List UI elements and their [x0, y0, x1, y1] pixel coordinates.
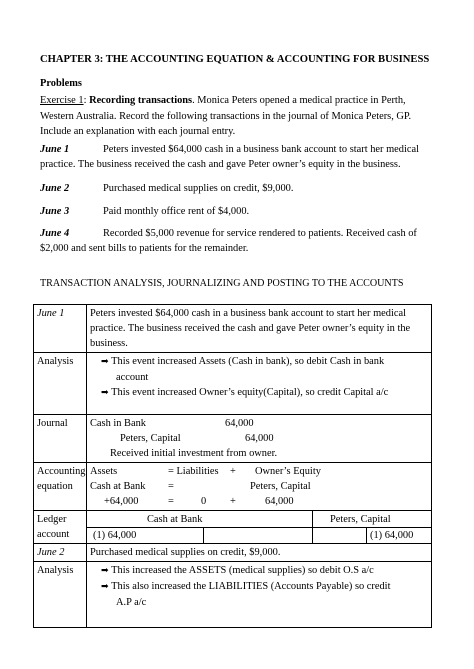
row-label: Journal: [34, 415, 87, 463]
analysis-text: This also increased the LIABILITIES (Accounts Payable) so credit: [111, 581, 391, 592]
row-text: Purchased medical supplies on credit, $9,000.: [87, 544, 432, 562]
transaction-text: $2,000 and sent bills to patients for the remainder.: [40, 243, 249, 254]
analysis-text: This increased the ASSETS (medical supplies) so debit O.S a/c: [111, 565, 374, 576]
row-label-line: account: [37, 529, 70, 540]
exercise-title: Recording transactions: [89, 95, 193, 106]
eq-value-assets: +64,000: [104, 496, 139, 507]
journal-debit-account: Cash in Bank: [90, 418, 146, 429]
row-label-line: Accounting: [37, 466, 86, 477]
ledger-cash-entry: (1) 64,000: [93, 530, 137, 541]
ledger-capital-entry: (1) 64,000: [370, 530, 414, 541]
arrow-icon: ➡: [101, 566, 109, 576]
eq-liabilities: = Liabilities: [168, 466, 219, 477]
eq-owners-equity: Owner’s Equity: [255, 466, 321, 477]
analysis-cell: [87, 562, 432, 628]
analysis-text: account: [116, 372, 149, 383]
transaction-date: June 2: [40, 183, 70, 194]
row-label-line: equation: [37, 481, 73, 492]
row-label: [34, 511, 87, 544]
row-date: June 2: [34, 544, 87, 562]
row-date: June 1: [34, 305, 87, 353]
analysis-item: [101, 579, 428, 595]
analysis-item: [101, 563, 428, 579]
eq-peters-capital: Peters, Capital: [250, 481, 311, 492]
exercise-line1: . Monica Peters opened a medical practice in Perth,: [192, 95, 406, 106]
eq-value-liabilities: 0: [201, 496, 207, 507]
transaction-date: June 3: [40, 206, 70, 217]
table-row: [34, 463, 432, 511]
ledger-cell: [87, 511, 432, 544]
journal-cell: [87, 415, 432, 463]
eq-cash-at-bank: Cash at Bank: [90, 481, 146, 492]
section-title: TRANSACTION ANALYSIS, JOURNALIZING AND POSTING TO THE ACCOUNTS: [40, 278, 404, 289]
table-row: [34, 353, 432, 415]
eq-plus: +: [230, 466, 236, 477]
analysis-item: [101, 385, 428, 401]
journal-credit-amount: 64,000: [245, 433, 274, 444]
transaction-text: Paid monthly office rent of $4,000.: [103, 206, 250, 217]
analysis-cell: [87, 353, 432, 415]
analysis-text: This event increased Owner’s equity(Capital), so credit Capital a/c: [111, 387, 389, 398]
arrow-icon: ➡: [101, 388, 109, 398]
row-text: Peters invested $64,000 cash in a business bank account to start her medical practice. The business received the cash and gave Peter owner’s equity in the business.: [87, 305, 432, 353]
eq-assets: Assets: [90, 466, 118, 477]
ledger-cash-title: Cash at Bank: [147, 514, 203, 525]
transaction-table: [33, 304, 432, 628]
transaction-date: June 1: [40, 144, 70, 155]
exercise-label: Exercise 1: [40, 95, 84, 106]
row-label: Analysis: [34, 353, 87, 415]
exercise-paragraph: [40, 93, 432, 140]
chapter-heading: CHAPTER 3: THE ACCOUNTING EQUATION & ACCOUNTING FOR BUSINESS: [40, 54, 430, 65]
exercise-line3: Include an explanation with each journal entry.: [40, 126, 236, 137]
analysis-text: This event increased Assets (Cash in bank), so debit Cash in bank: [111, 356, 385, 367]
ledger-capital-title: Peters, Capital: [330, 514, 391, 525]
table-row: [34, 511, 432, 544]
table-row: [34, 562, 432, 628]
journal-debit-amount: 64,000: [225, 418, 254, 429]
exercise-colon: :: [83, 95, 87, 106]
analysis-item: [101, 354, 428, 370]
transaction-text: Recorded $5,000 revenue for service rendered to patients. Received cash of: [103, 228, 417, 239]
arrow-icon: ➡: [101, 582, 109, 592]
transaction-text: Peters invested $64,000 cash in a business bank account to start her medical: [103, 144, 419, 155]
eq-value-owners-equity: 64,000: [265, 496, 294, 507]
table-row: [34, 415, 432, 463]
transaction-text: practice. The business received the cash and gave Peter owner’s equity in the business.: [40, 159, 401, 170]
row-label: Analysis: [34, 562, 87, 628]
row-label: [34, 463, 87, 511]
transaction-text: Purchased medical supplies on credit, $9,000.: [103, 183, 294, 194]
analysis-text: A.P a/c: [116, 597, 147, 608]
journal-narration: Received initial investment from owner.: [110, 448, 278, 459]
eq-value-equals: =: [168, 496, 174, 507]
eq-equals: =: [168, 481, 174, 492]
exercise-line2: Western Australia. Record the following transactions in the journal of Monica Peters, GP.: [40, 110, 412, 122]
journal-credit-account: Peters, Capital: [120, 433, 181, 444]
equation-cell: [87, 463, 432, 511]
eq-value-plus: +: [230, 496, 236, 507]
arrow-icon: ➡: [101, 357, 109, 367]
row-label-line: Ledger: [37, 514, 67, 525]
table-row: [34, 305, 432, 353]
problems-label: Problems: [40, 78, 82, 89]
table-row: [34, 544, 432, 562]
transaction-date: June 4: [40, 228, 70, 239]
